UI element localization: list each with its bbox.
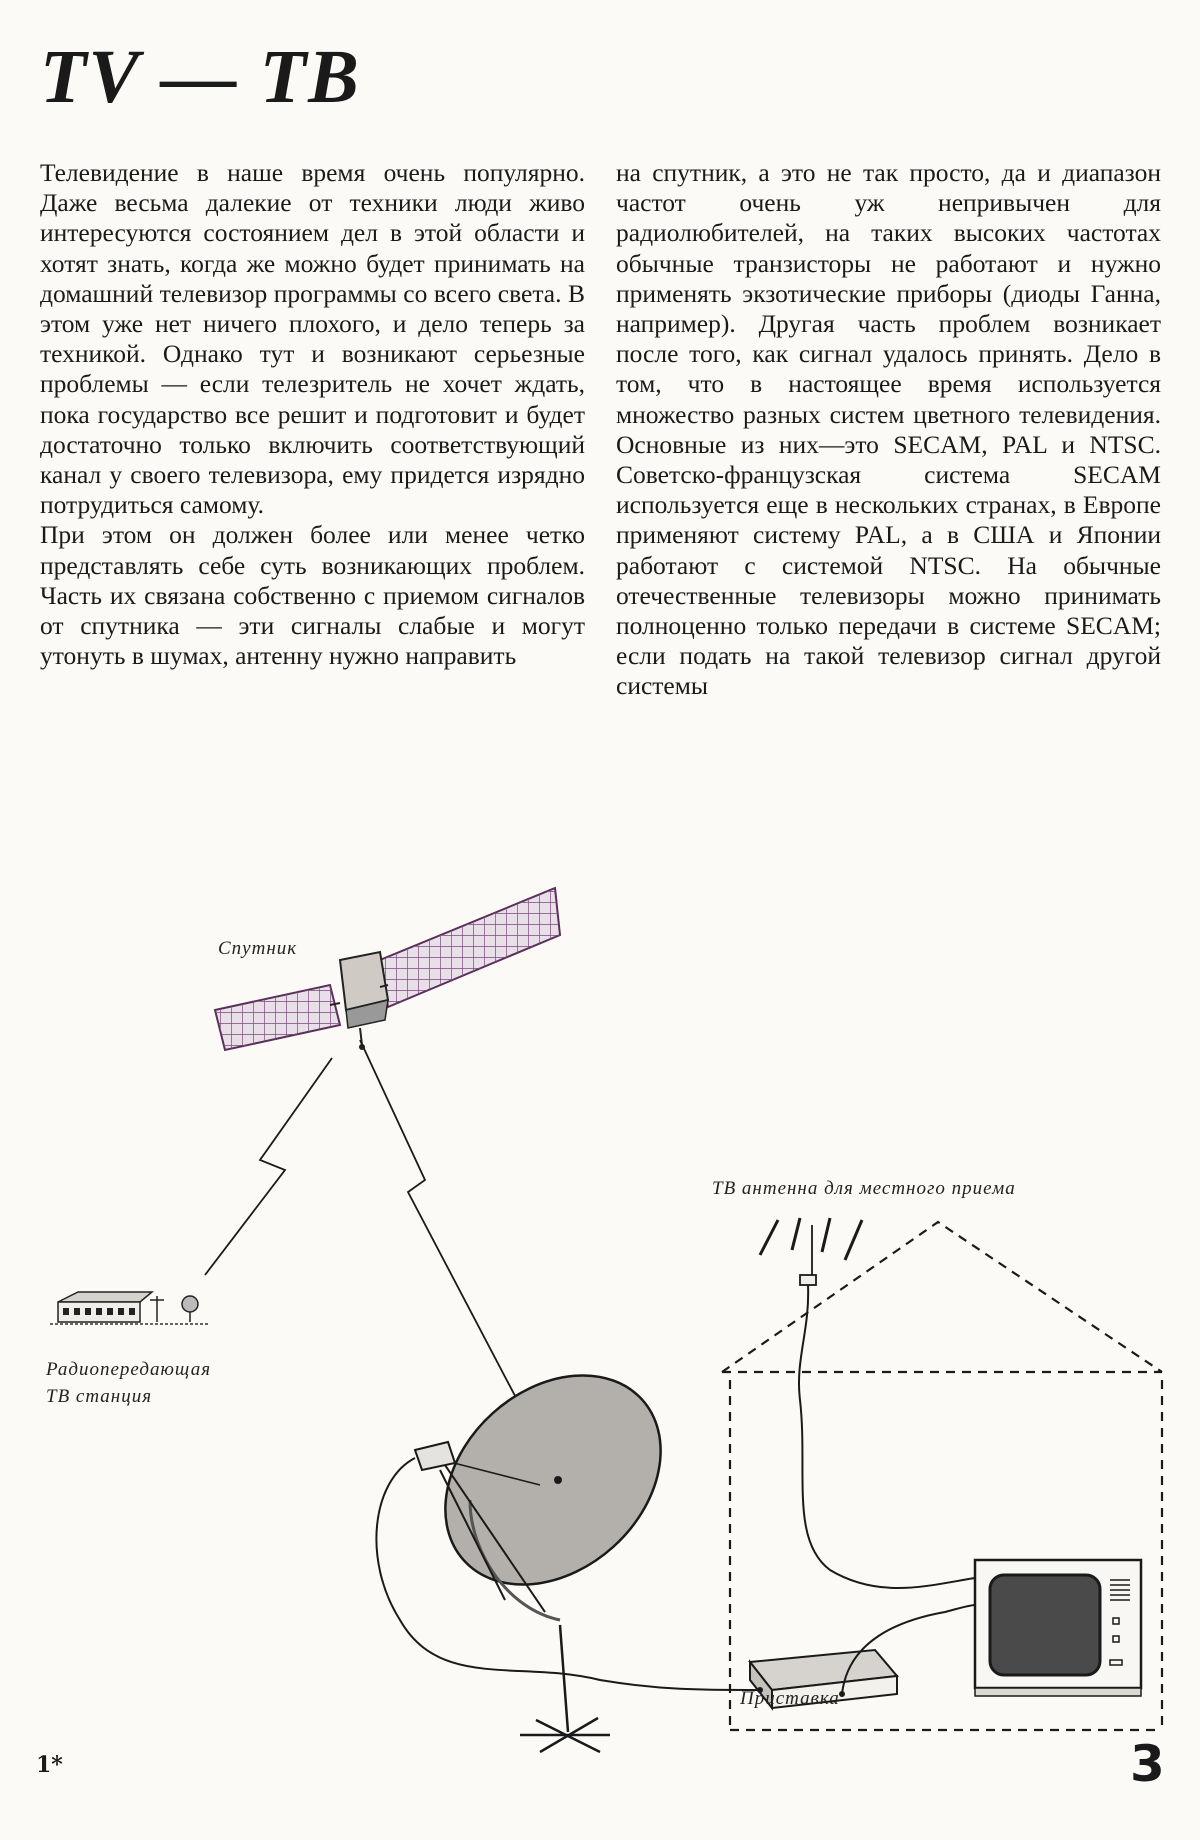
antenna-label: ТВ антенна для местного приема	[712, 1178, 1016, 1199]
station-label	[46, 1356, 211, 1410]
signal-line	[205, 1058, 332, 1275]
paragraph: При этом он должен более или менее четко представлять себе суть возникающих проблем. Часть их связана собственно с приемом сигналов от спутника — эти сигналы слабые и могут утонуть в шумах, антенну нужно направить	[40, 520, 585, 671]
cable	[799, 1285, 975, 1588]
footnote-marker: 1*	[36, 1752, 63, 1778]
set-top-box-label: Приставка	[740, 1688, 840, 1709]
page-number: 3	[1130, 1735, 1165, 1793]
station-label-line: Радиопередающая	[46, 1359, 212, 1380]
television-icon	[975, 1560, 1141, 1696]
tv-station-icon	[50, 1292, 210, 1324]
page-title: TV — ТВ	[40, 35, 361, 119]
satellite-icon	[215, 888, 560, 1050]
paragraph: на спутник, а это не так просто, да и диапазон частот очень уж непривычен для радиолюбителей, на таких высоких частотах обычные транзисторы не работают и нужно применять экзотические приборы (диоды Ганна, например). Другая часть проблем возникает после того, как сигнал удалось принять. Дело в том, что в настоящее время используется множество разных систем цветного телевидения. Основные из них—это SECAM, PAL и NTSC. Советско-французская система SECAM используется еще в нескольких странах, в Европе применяют систему PAL, а в США и Японии работают с системой NTSC. На обычные отечественные телевизоры можно принимать полноценно только передачи в системе SECAM; если подать на такой телевизор сигнал другой системы	[616, 158, 1161, 701]
satellite-dish-icon	[404, 1333, 703, 1752]
local-antenna-icon	[760, 1218, 862, 1285]
station-label-line: ТВ станция	[46, 1386, 153, 1407]
paragraph: Телевидение в наше время очень популярно. Даже весьма далекие от техники люди живо интересуются состоянием дел в этой области и хотят знать, когда же можно будет принимать на домашний телевизор программы со всего света. В этом уже нет ничего плохого, и дело теперь за техникой. Однако тут и возникают серьезные проблемы — если телезритель не хочет ждать, пока государство все решит и подготовит и будет достаточно только включить соответствующий канал у своего телевизора, ему придется изрядно потрудиться самому.	[40, 158, 585, 520]
satellite-label: Спутник	[218, 938, 298, 959]
